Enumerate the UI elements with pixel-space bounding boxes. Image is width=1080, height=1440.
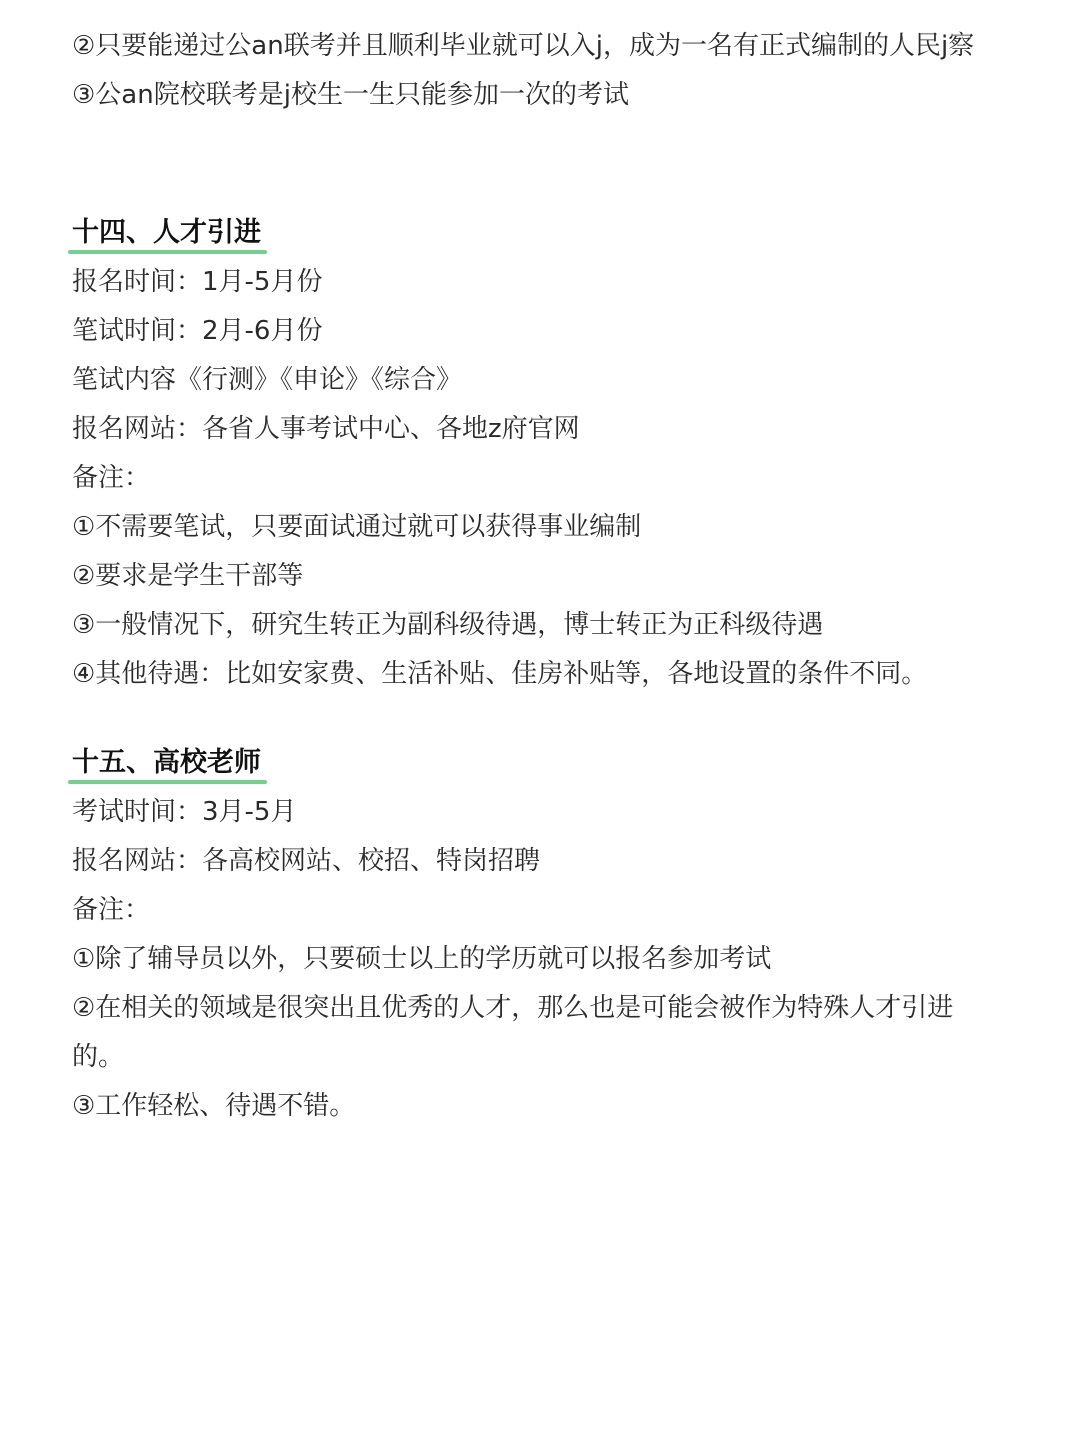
remark-item-4: ④其他待遇：比如安家费、生活补贴、佳房补贴等，各地设置的条件不同。 bbox=[72, 659, 928, 689]
remark-item-3: ③一般情况下，研究生转正为副科级待遇，博士转正为正科级待遇 bbox=[72, 610, 824, 640]
registration-website: 报名网站：各高校网站、校招、特岗招聘 bbox=[72, 846, 541, 876]
section-body bbox=[72, 788, 1012, 1131]
exam-time: 考试时间：3月-5月 bbox=[72, 797, 297, 827]
section-14-talent-introduction bbox=[72, 214, 1012, 699]
registration-website: 报名网站：各省人事考试中心、各地z府官网 bbox=[72, 414, 580, 444]
written-exam-content: 笔试内容《行测》《申论》《综合》 bbox=[72, 365, 463, 395]
section-13-tail bbox=[72, 22, 1012, 120]
remark-item-1: ①不需要笔试，只要面试通过就可以获得事业编制 bbox=[72, 512, 642, 542]
remark-item-2: ②要求是学生干部等 bbox=[72, 561, 304, 591]
heading-underline bbox=[68, 250, 267, 254]
heading-underline bbox=[68, 780, 267, 784]
registration-time: 报名时间：1月-5月份 bbox=[72, 267, 323, 297]
remarks-label: 备注： bbox=[72, 463, 151, 493]
section-heading-text: 十五、高校老师 bbox=[72, 747, 261, 778]
section-body bbox=[72, 258, 1012, 699]
remark-item-2: ②在相关的领域是很突出且优秀的人才，那么也是可能会被作为特殊人才引进的。 bbox=[72, 993, 954, 1072]
remarks-label: 备注： bbox=[72, 895, 151, 925]
section-heading bbox=[72, 214, 261, 256]
section-heading-text: 十四、人才引进 bbox=[72, 217, 261, 248]
remark-item-1: ①除了辅导员以外，只要硕士以上的学历就可以报名参加考试 bbox=[72, 944, 772, 974]
remark-item-3: ③工作轻松、待遇不错。 bbox=[72, 1091, 356, 1121]
note-item-3: ③公an院校联考是j校生一生只能参加一次的考试 bbox=[72, 80, 629, 110]
note-item-2: ②只要能递过公an联考并且顺利毕业就可以入j，成为一名有正式编制的人民j察 bbox=[72, 31, 975, 61]
written-exam-time: 笔试时间：2月-6月份 bbox=[72, 316, 323, 346]
section-15-university-teacher bbox=[72, 744, 1012, 1131]
section-heading bbox=[72, 744, 261, 786]
